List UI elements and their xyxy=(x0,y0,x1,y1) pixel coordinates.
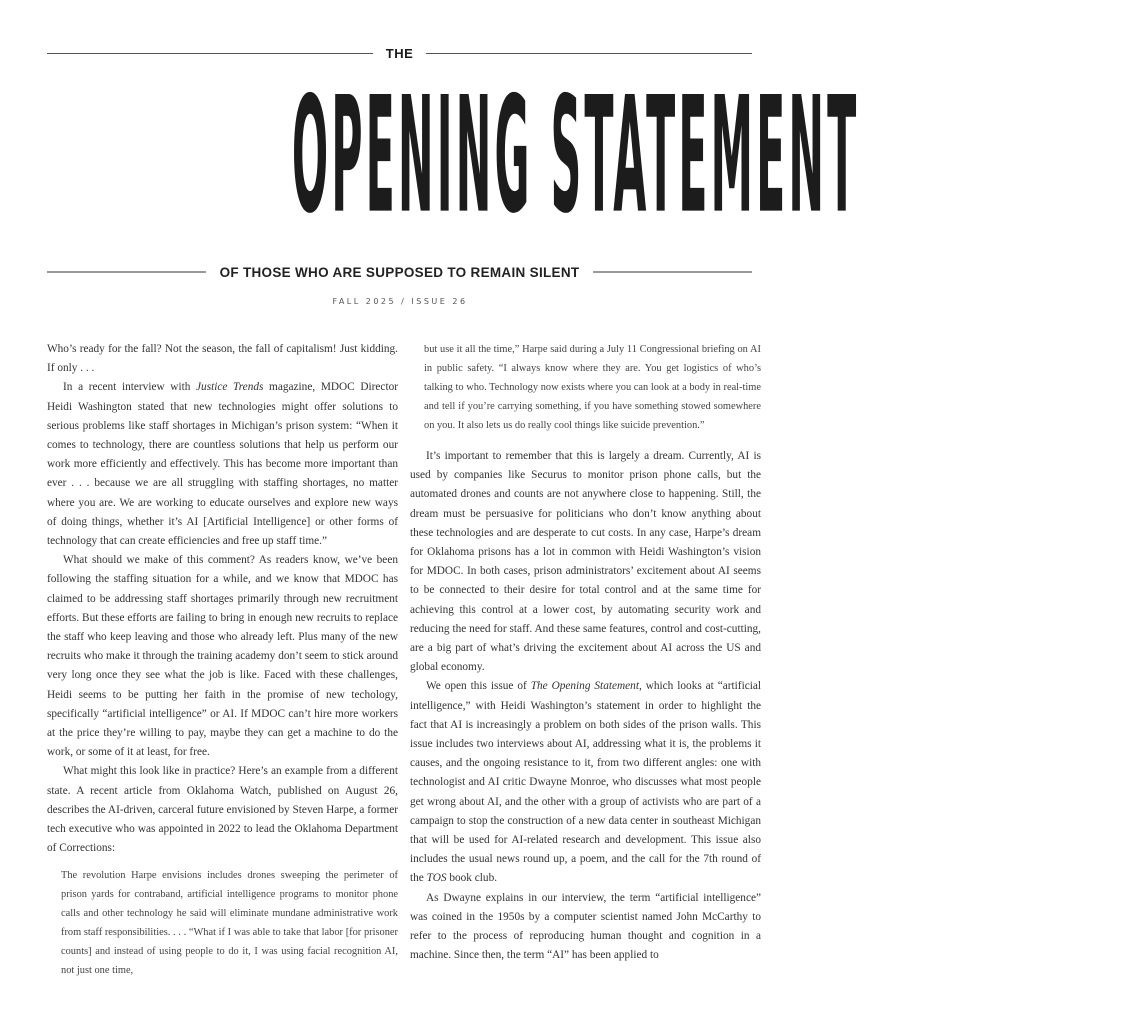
publication-name: The Opening Statement xyxy=(530,680,639,693)
publication-subtitle: OF THOSE WHO ARE SUPPOSED TO REMAIN SILENT xyxy=(219,264,580,280)
kicker-rule-right xyxy=(426,53,752,54)
magazine-title: Justice Trends xyxy=(196,381,264,394)
block-quote-continued: but use it all the time,” Harpe said during a July 11 Congressional briefing on AI in public safety. “I always know where they are. You get logistics of who’s talking to who. Technology now exists where you can look at a body in real-time and tell if you’re carrying something, if you have something stowed somewhere on you. It also lets us do really cool things like suicide prevention.” xyxy=(424,344,761,431)
paragraph: What might this look like in practice? Here’s an example from a different state. A recent article from Oklahoma Watch, published on August 26, describes the AI-driven, carceral future envisioned by Steven Harpe, a former tech executive who was appointed in 2022 to lead the Oklahoma Department of Corrections: xyxy=(47,765,398,855)
right-column xyxy=(410,340,761,965)
subtitle-rule-right xyxy=(593,271,752,273)
kicker-rule-left xyxy=(47,53,373,54)
subtitle-row xyxy=(47,262,752,282)
publication-title: OPENING STATEMENT xyxy=(291,64,860,250)
block-quote: The revolution Harpe envisions includes drones sweeping the perimeter of prison yards for contraband, artificial intelligence programs to monitor phone calls and other technology he said will eliminate mundane administrative work from staff responsibilities. . . . “What if I was able to take that labor [for prisoner counts] and instead of using people to do it, I was using facial recognition AI, not just one time, xyxy=(61,870,398,977)
issue-line: FALL 2025 / ISSUE 26 xyxy=(332,297,468,306)
paragraph: It’s important to remember that this is largely a dream. Currently, AI is used by companies like Securus to monitor prison phone calls, but the automated drones and counts are not anywhere close to happening. Still, the dream must be persuasive for politicians who don’t know anything about these technologies and are desperate to cut costs. In any case, Harpe’s dream for Oklahoma prisons has a lot in common with Heidi Washington’s vision for MDOC. In both cases, prison administrators’ excitement about AI seems to be connected to their desire for total control and at the same time for achieving this control at a lower cost, by automating security work and reducing the need for staff. And these same features, control and cost-cutting, are a big part of what’s driving the excitement about AI across the US and global economy. xyxy=(410,450,761,674)
paragraph: We open this issue of The Opening Statement, which looks at “artificial intelligence,” with Heidi Washington’s statement in order to highlight the fact that AI is increasingly a problem on both sides of the prison walls. This issue includes two interviews about AI, addressing what it is, the problems it causes, and the ongoing resistance to it, from two different angles: one with technologist and AI critic Dwayne Monroe, who discusses what most people get wrong about AI, and the other with a group of activists who are part of a campaign to stop the construction of a new data center in southeast Michigan that will be used for AI-related research and development. This issue also includes the usual news round up, a poem, and the call for the 7th round of the TOS book club. xyxy=(410,680,762,885)
masthead xyxy=(30,64,860,250)
subtitle-rule-left xyxy=(47,271,206,273)
paragraph: What should we make of this comment? As readers know, we’ve been following the staffing situation for a while, and we know that MDOC has claimed to be addressing staff shortages primarily through new recruitment efforts. But these efforts are failing to bring in enough new recruits to replace the staff who keep leaving and those who already left. Plus many of the new recruits who make it through the training academy don’t seem to stick around very long once they see what the job is like. Faced with these challenges, Heidi seems to be putting her faith in the promise of new techology, specifically “artificial intelligence” or AI. If MDOC can’t hire more workers at the price they’re willing to pay, maybe they can get a machine to do the work, or some of it at least, for free. xyxy=(47,554,398,759)
paragraph: In a recent interview with Justice Trends magazine, MDOC Director Heidi Washington stated that new technologies might offer solutions to serious problems like staff shortages in Michigan’s prison system: “When it comes to technology, there are countless solutions that help us perform our work more efficiently and effectively. This has become more important than ever . . . because we are all struggling with staffing shortages, no matter where you are. We are working to educate ourselves and explore new ways of doing things, whether it’s AI [Artificial Intelligence] or other forms of technology that can create efficiencies and free up staff time.” xyxy=(47,381,398,548)
left-column xyxy=(47,340,398,980)
tos-abbrev: TOS xyxy=(426,872,447,885)
kicker: THE xyxy=(385,45,414,61)
kicker-row xyxy=(47,43,752,63)
paragraph: As Dwayne explains in our interview, the term “artificial intelligence” was coined in the 1950s by a computer scientist named John McCarthy to refer to the process of reproducing human thought and cognition in a machine. Since then, the term “AI” has been applied to xyxy=(410,891,761,962)
paragraph: Who’s ready for the fall? Not the season, the fall of capitalism! Just kidding. If only . . . xyxy=(47,343,398,375)
